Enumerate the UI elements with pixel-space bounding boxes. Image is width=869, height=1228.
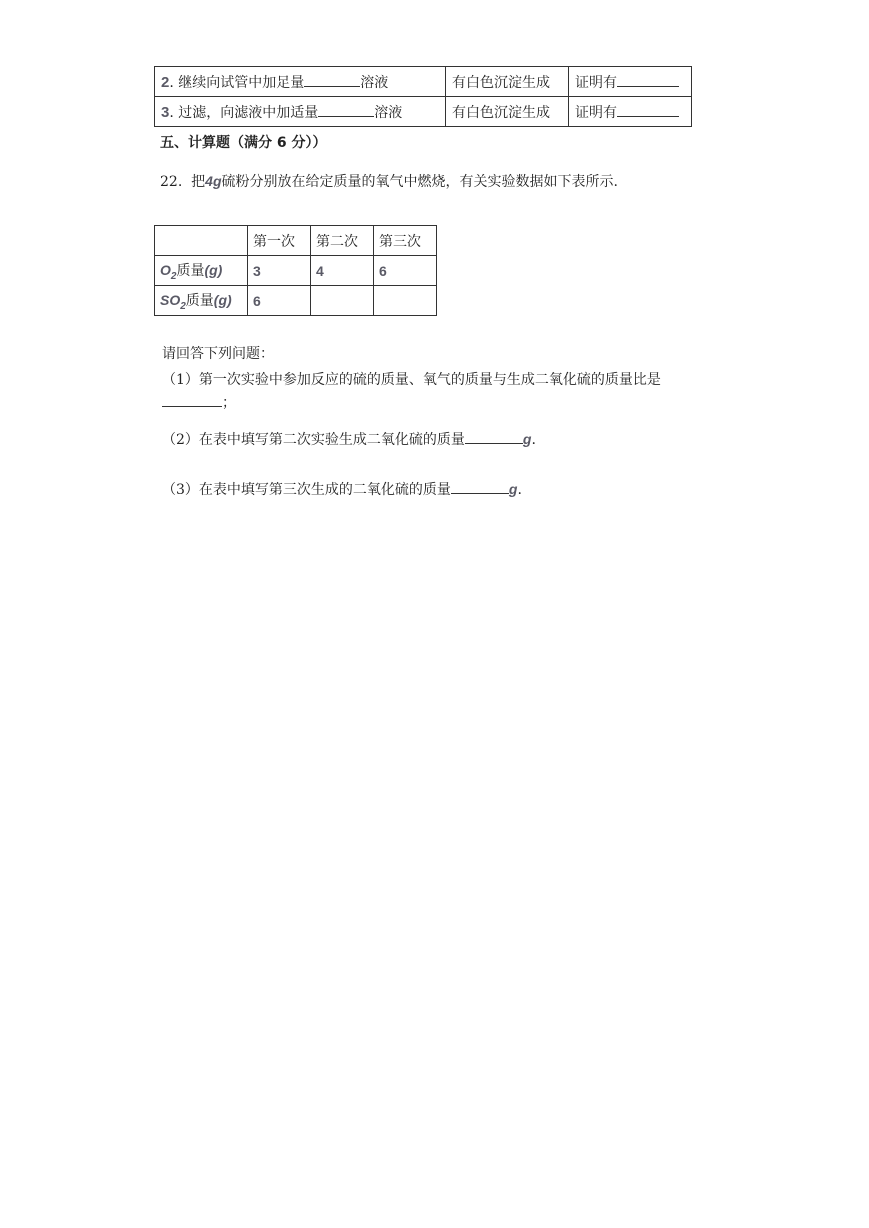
chem-formula: $O_2$ bbox=[160, 261, 177, 282]
conclusion-text: 证明有 bbox=[575, 74, 617, 91]
unit-label: (g) bbox=[204, 261, 223, 278]
table-cell: 6 bbox=[248, 286, 311, 316]
question-text: 硫粉分别放在给定质量的氧气中燃烧，有关实验数据如下表所示. bbox=[221, 174, 618, 190]
data-table bbox=[154, 225, 437, 316]
sub-question-2 bbox=[162, 429, 536, 449]
answer-cell[interactable] bbox=[311, 286, 374, 316]
conclusion-cell bbox=[569, 97, 692, 127]
question-22 bbox=[160, 171, 618, 191]
table-row bbox=[155, 286, 437, 316]
step-text: . 过滤，向滤液中加适量 bbox=[169, 104, 319, 121]
sub-question-1: （1）第一次实验中参加反应的硫的质量、氧气的质量与生成二氧化硫的质量比是 bbox=[162, 372, 661, 388]
sub-question-1-blank-line bbox=[162, 392, 236, 412]
step-text: . 继续向试管中加足量 bbox=[169, 74, 305, 91]
phenomenon-cell: 有白色沉淀生成 bbox=[446, 97, 569, 127]
row-label-so2 bbox=[155, 286, 248, 316]
label-text: 质量 bbox=[176, 262, 205, 279]
phenomenon-cell: 有白色沉淀生成 bbox=[446, 67, 569, 97]
step-cell bbox=[155, 67, 446, 97]
answer-cell[interactable] bbox=[374, 286, 437, 316]
table-cell: 4 bbox=[311, 256, 374, 286]
chem-formula: $SO_2$ bbox=[160, 291, 186, 312]
answer-blank[interactable] bbox=[617, 85, 679, 87]
step-suffix: 溶液 bbox=[374, 104, 403, 121]
sub-question-3-text: （3）在表中填写第三次生成的二氧化硫的质量 bbox=[162, 482, 451, 498]
sub-question-2-text: （2）在表中填写第二次实验生成二氧化硫的质量 bbox=[162, 432, 465, 448]
unit-g: g bbox=[508, 481, 518, 497]
answer-blank[interactable] bbox=[162, 405, 222, 407]
unit-label: (g) bbox=[213, 291, 232, 308]
step-number: 2 bbox=[161, 73, 170, 91]
answer-blank[interactable] bbox=[465, 442, 523, 444]
conclusion-cell bbox=[569, 67, 692, 97]
header-cell: 第一次 bbox=[248, 226, 311, 256]
header-cell-empty bbox=[155, 226, 248, 256]
table-row bbox=[155, 256, 437, 286]
table-row bbox=[155, 97, 692, 127]
unit-g: g bbox=[522, 431, 532, 447]
answer-blank[interactable] bbox=[451, 492, 509, 494]
sub-question-2-end: . bbox=[531, 432, 536, 448]
conclusion-text: 证明有 bbox=[575, 104, 617, 121]
header-cell: 第三次 bbox=[374, 226, 437, 256]
table-cell: 6 bbox=[374, 256, 437, 286]
question-mass: 4g bbox=[205, 173, 222, 189]
header-cell: 第二次 bbox=[311, 226, 374, 256]
sub-question-1-end: ； bbox=[222, 395, 236, 411]
step-cell bbox=[155, 97, 446, 127]
table-row bbox=[155, 67, 692, 97]
table-cell: 3 bbox=[248, 256, 311, 286]
question-number: 22. bbox=[160, 174, 183, 190]
table-header-row bbox=[155, 226, 437, 256]
row-label-o2 bbox=[155, 256, 248, 286]
sub-question-3-end: . bbox=[517, 482, 522, 498]
answer-blank[interactable] bbox=[304, 85, 360, 87]
answer-blank[interactable] bbox=[617, 115, 679, 117]
experiment-table bbox=[154, 66, 692, 127]
section-title: 五、计算题（满分 6 分）） bbox=[160, 135, 327, 151]
answer-blank[interactable] bbox=[318, 115, 374, 117]
question-prefix: 把 bbox=[191, 174, 206, 190]
answers-intro: 请回答下列问题： bbox=[162, 346, 274, 362]
label-text: 质量 bbox=[185, 292, 214, 309]
step-suffix: 溶液 bbox=[360, 74, 389, 91]
step-number: 3 bbox=[161, 103, 170, 121]
sub-question-3 bbox=[162, 479, 522, 499]
